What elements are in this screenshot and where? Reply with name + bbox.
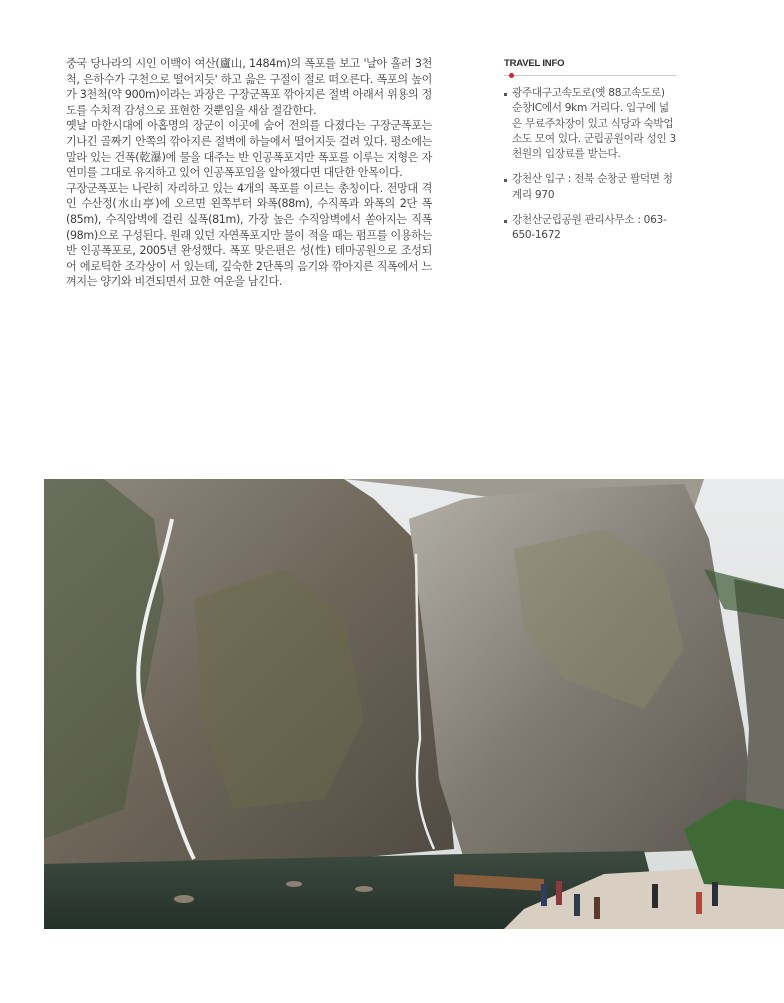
waterfall-photo [44,479,784,929]
visitor-figure [594,897,600,919]
pond-rock [355,886,373,892]
article-paragraph-3: 구장군폭포는 나란히 자리하고 있는 4개의 폭포를 이르는 총칭이다. 전망대 격인 수산정(水山亭)에 오르면 왼쪽부터 와폭(88m), 수직폭과 와폭의 2단 폭(85m), 수직암벽에 걸린 실폭(81m), 가장 높은 수직암벽에서 쏟아지는 직폭(98m)으로 구성된다. 원래 있던 자연폭포지만 물이 적을 때는 펌프를 이용하는 반 인공폭포로, 2005년 완성했다. 폭포 맞은편은 성(性) 테마공원으로 조성되어 에로틱한 조각상이 서 있는데, 깊숙한 2단폭의 음기와 깎아지른 직폭에서 느껴지는 양기와 비견되면서 묘한 여운을 남긴다. [66,181,432,289]
visitor-figure [712,882,718,906]
article-paragraph-2: 옛날 마한시대에 아홉명의 장군이 이곳에 숨어 전의를 다졌다는 구장군폭포는 기나긴 골짜기 안쪽의 깎아지른 절벽에 하늘에서 떨어지듯 걸려 있다. 평소에는 말라 있는 건폭(乾瀑)에 물을 대주는 반 인공폭포지만 폭포를 이루는 지형은 자연미를 그대로 유지하고 있어 인공폭포임을 알아챘다면 대단한 안목이다. [66,119,432,180]
article-paragraph-1: 중국 당나라의 시인 이백이 여산(廬山, 1484m)의 폭포를 보고 '날아 흘러 3천척, 은하수가 구천으로 떨어지듯' 하고 읊은 구절이 절로 떠오른다. 폭포의 높이가 3천척(약 900m)이라는 과장은 구장군폭포 깎아지른 절벽 아래서 위용의 정도를 수치적 감성으로 표현한 것뿐임을 새삼 절감한다. [66,57,432,117]
visitor-figure [696,892,702,914]
info-item-address [504,172,676,203]
visitor-figure [652,884,658,908]
info-item-directions [504,86,676,162]
visitor-figure [556,881,562,905]
accent-dot-icon [509,73,514,78]
travel-info-sidebar [504,58,676,254]
info-item-text: 강천산군립공원 관리사무소 : 063-650-1672 [512,214,667,242]
info-item-text: 강천산 입구 : 전북 순창군 팔덕면 청계리 970 [512,173,673,201]
waterfall-cliff-illustration [44,479,784,929]
info-item-contact [504,213,676,244]
travel-info-title: TRAVEL INFO [504,58,565,69]
pond-rock [286,881,302,887]
pond-rock [174,895,194,903]
info-item-text: 광주대구고속도로(옛 88고속도로) 순창IC에서 9km 거리다. 입구에 넓은 무료주차장이 있고 식당과 숙박업소도 모여 있다. 군립공원이라 성인 3천원의 입장료를 받는다. [512,87,676,161]
visitor-figure [541,884,547,906]
bullet-icon [504,179,507,182]
bullet-icon [504,93,507,96]
bullet-icon [504,220,507,223]
travel-info-divider [504,75,676,76]
travel-info-list [504,86,676,244]
article-body [66,56,432,290]
visitor-figure [574,894,580,916]
